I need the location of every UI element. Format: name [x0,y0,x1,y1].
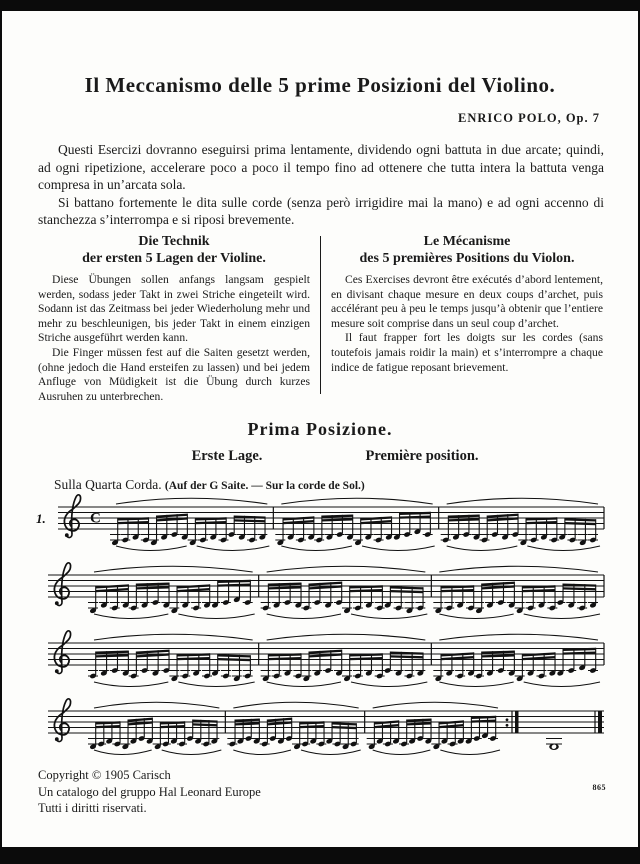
section-title: Prima Posizione. [247,419,393,439]
svg-text:1.: 1. [36,511,46,526]
intro-paragraph-1: Questi Esercizi dovranno eseguirsi prima lentamente, dividendo ogni battuta in due arcate; quindi, ad ogni ripetizione, accelerare poco a poco il tempo fino ad ottenere che tutta intera la battuta venga compresa in un’arcata sola. [38,142,604,192]
composer-credit: ENRICO POLO, Op. 7 [458,111,600,125]
score-page [2,11,638,847]
music-system-svg [34,693,610,767]
music-system-svg [34,557,610,631]
staff-system-1 [34,489,610,563]
music-system-svg [34,625,610,699]
copyright-line-1: Copyright © 1905 Carisch [38,768,171,782]
german-heading: Die Technik der ersten 5 Lagen der Violine. [82,234,266,266]
section-subtitle-german: Erste Lage. [191,448,263,464]
page-title: Il Meccanismo delle 5 prime Posizioni del Violino. [84,73,556,97]
french-body: Ces Exercises devront être exécutés d’abord lentement, en divisant chaque mesure en deux coups d’archet, puis accélérant peu à peu le temps jusqu’à obtenir que l’entiere mesure soit comprise dans un seul coup d’archet. Il faut frapper fort les doigts sur les cordes (sans toutefois jamais roidir la main) et s’interrompre a chaque indice de fatigue reposant brievement. [331,273,603,374]
music-system-svg [34,489,610,563]
intro-italian [38,141,604,229]
staff-system-2 [34,557,610,631]
copyright-block [38,767,261,817]
staff-system-3 [34,625,610,699]
intro-paragraph-2: Si battano fortemente le dita sulle corde (senza però irrigidire mai la mano) e ad ogni accenno di stanchezza s’interrompa e si riposi brevemente. [38,194,604,227]
staff-system-4 [34,693,610,767]
copyright-line-3: Tutti i diritti riservati. [38,801,147,815]
french-heading: Le Mécanisme des 5 premières Positions du Violon. [359,234,575,266]
plate-number: 865 [592,783,606,792]
string-indication: Sulla Quarta Corda. (Auf der G Saite. — Sur la corde de Sol.) [54,477,365,492]
section-subtitle-french: Première position. [365,448,479,464]
column-divider [320,236,321,394]
german-body: Diese Übungen sollen anfangs langsam gespielt werden, sodass jeder Takt in zwei Striche eingeteilt wird. Sodann ist das Zeitmass bei jeder Wiederholung mehr und mehr zu beschleunigen, bis jeder Takt in einem einzigen Striche ausgeführt werden kann. Die Finger müssen fest auf die Saiten gesetzt werden, (ohne jedoch die Hand ersteifen zu lassen) und bei jedem Anfluge von Müdigkeit ist die Übung durch kurzes Ausruhen zu unterbrechen. [38,273,310,403]
column-french [331,233,603,404]
svg-text:C: C [90,510,101,527]
translation-columns [38,233,604,404]
copyright-line-2: Un catalogo del gruppo Hal Leonard Europe [38,784,261,799]
column-german [38,233,310,404]
